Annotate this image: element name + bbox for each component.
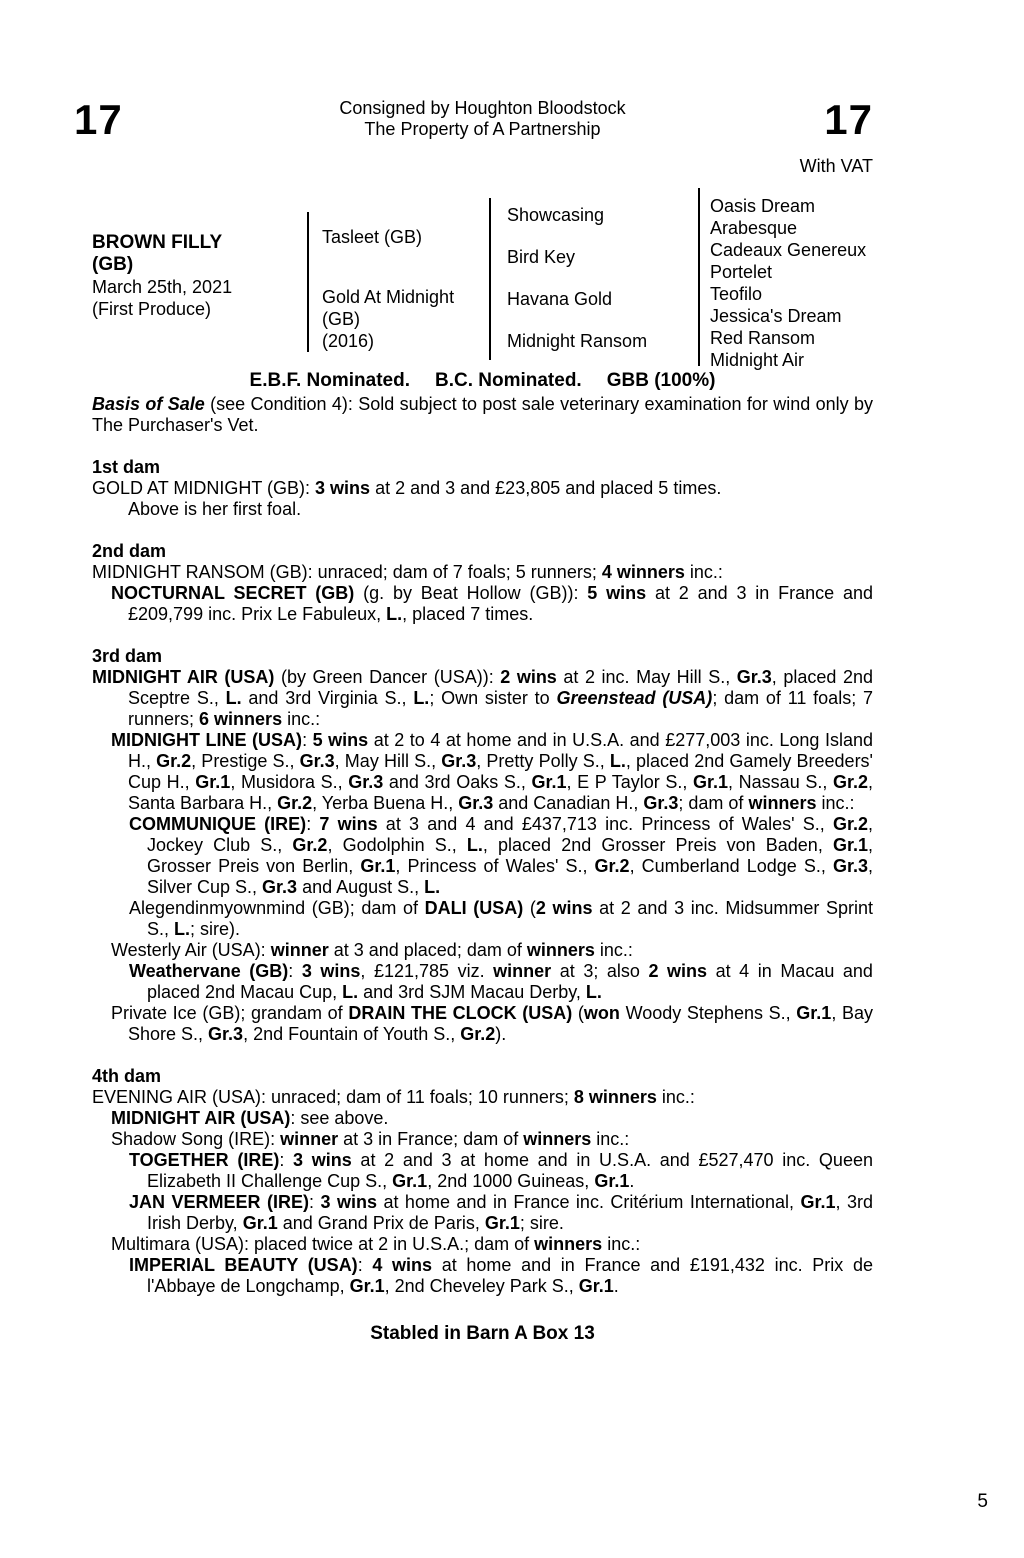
produce-record bbox=[92, 1003, 873, 1045]
produce-record-segment: Gr.3 bbox=[458, 793, 494, 813]
catalogue-body bbox=[92, 370, 873, 1344]
produce-record-segment: MIDNIGHT RANSOM (GB): unraced; dam of 7 foals; 5 runners; bbox=[92, 562, 602, 582]
nominations-line bbox=[92, 370, 873, 392]
produce-record bbox=[92, 478, 873, 499]
produce-record-segment: ; dam of bbox=[678, 793, 749, 813]
produce-record-segment: Gr.1 bbox=[594, 1171, 630, 1191]
produce-record-segment: , 3rd Irish Derby, bbox=[147, 1192, 873, 1233]
produce-record-segment: L. bbox=[609, 751, 626, 771]
produce-record-segment: 3 wins bbox=[293, 1150, 352, 1170]
nomination-item: B.C. Nominated. bbox=[434, 370, 582, 391]
produce-record-segment: , Princess of Wales' S., bbox=[395, 856, 595, 876]
produce-record bbox=[92, 961, 873, 1003]
nomination-item: E.B.F. Nominated. bbox=[249, 370, 410, 391]
produce-record-segment: , Bay Shore S., bbox=[128, 1003, 873, 1044]
produce-record-segment: MIDNIGHT LINE (USA) bbox=[111, 730, 303, 750]
produce-record-segment: at 2 to 4 at home and in U.S.A. and £277,003 inc. Long Island H., bbox=[128, 730, 873, 771]
produce-record-segment: inc.: bbox=[602, 1234, 641, 1254]
produce-record-segment: L. bbox=[424, 877, 441, 897]
pedigree-gen3-entry: Red Ransom bbox=[710, 328, 816, 348]
produce-record-segment: ; sire. bbox=[519, 1213, 564, 1233]
stabling-note: Stabled in Barn A Box 13 bbox=[370, 1323, 595, 1344]
produce-record-segment: winners bbox=[523, 1129, 592, 1149]
produce-record-sections bbox=[92, 457, 873, 1297]
produce-record-segment: 4 wins bbox=[372, 1255, 433, 1275]
produce-record-segment: . bbox=[613, 1276, 619, 1296]
produce-record-segment: Gr.3 bbox=[736, 667, 772, 687]
pedigree-gen3-entry: Portelet bbox=[710, 262, 773, 282]
produce-record-segment: : bbox=[308, 1192, 321, 1212]
produce-record-segment: Shadow Song (IRE): bbox=[111, 1129, 281, 1149]
produce-record-segment: ( bbox=[523, 898, 536, 918]
produce-record bbox=[92, 898, 873, 940]
produce-record-segment: Gr.1 bbox=[349, 1276, 385, 1296]
produce-record-segment: won bbox=[583, 1003, 620, 1023]
produce-record-segment: : bbox=[306, 814, 320, 834]
produce-record-segment: , 2nd 1000 Guineas, bbox=[427, 1171, 595, 1191]
produce-record-segment: , E P Taylor S., bbox=[566, 772, 694, 792]
page-number: 5 bbox=[977, 1491, 988, 1512]
pedigree-dam-line: (GB) bbox=[322, 309, 360, 329]
produce-record-segment: 7 wins bbox=[319, 814, 378, 834]
pedigree-gen2-entry: Bird Key bbox=[507, 247, 576, 267]
produce-record-segment: Gr.3 bbox=[832, 856, 868, 876]
produce-record-segment: , placed 7 times. bbox=[402, 604, 534, 624]
produce-record bbox=[92, 1150, 873, 1192]
produce-record-segment: , £121,785 viz. bbox=[360, 961, 494, 981]
produce-record-segment: L. bbox=[225, 688, 242, 708]
produce-record-segment: at 2 and 3 inc. Midsummer Sprint S., bbox=[147, 898, 874, 939]
basis-of-sale-label: Basis of Sale bbox=[92, 394, 205, 414]
produce-record-segment: MIDNIGHT AIR (USA) bbox=[92, 667, 275, 687]
produce-record-segment: DRAIN THE CLOCK (USA) bbox=[348, 1003, 573, 1023]
pedigree-sire: Tasleet (GB) bbox=[322, 227, 423, 247]
produce-record bbox=[92, 940, 873, 961]
produce-record-segment: winner bbox=[280, 1129, 339, 1149]
produce-record-segment: TOGETHER (IRE) bbox=[129, 1150, 280, 1170]
pedigree-gen3-entry: Jessica's Dream bbox=[710, 306, 842, 326]
produce-record-segment: (g. by Beat Hollow (GB)): bbox=[354, 583, 588, 603]
produce-record-segment: at home and in France inc. Critérium International, bbox=[376, 1192, 801, 1212]
dam-section-heading: 4th dam bbox=[92, 1066, 162, 1086]
consignor-line: Consigned by Houghton Bloodstock bbox=[339, 98, 626, 118]
produce-record-segment: Woody Stephens S., bbox=[619, 1003, 797, 1023]
produce-record-segment: , placed 2nd Grosser Preis von Baden, bbox=[482, 835, 833, 855]
produce-record-segment: , Pretty Polly S., bbox=[476, 751, 610, 771]
pedigree-gen2-entry: Havana Gold bbox=[507, 289, 613, 309]
produce-record-segment: IMPERIAL BEAUTY (USA) bbox=[129, 1255, 358, 1275]
produce-record-segment: 3 wins bbox=[320, 1192, 377, 1212]
produce-record-segment: , May Hill S., bbox=[334, 751, 442, 771]
basis-of-sale-text: (see Condition 4): Sold subject to post sale veterinary examination for wind only by The Purchaser's Vet. bbox=[92, 394, 873, 435]
horse-country-suffix: (GB) bbox=[92, 254, 134, 275]
produce-record-segment: ; Own sister to bbox=[429, 688, 557, 708]
produce-record-segment: Gr.2 bbox=[292, 835, 328, 855]
produce-record bbox=[92, 1129, 873, 1150]
produce-record-segment: Multimara (USA): placed twice at 2 in U.S.A.; dam of bbox=[111, 1234, 535, 1254]
produce-record-segment: Gr.2 bbox=[156, 751, 192, 771]
basis-of-sale bbox=[92, 394, 873, 436]
pedigree-dam-line: (2016) bbox=[322, 331, 375, 351]
produce-record-segment: Gr.1 bbox=[242, 1213, 278, 1233]
produce-record-segment: Gr.2 bbox=[594, 856, 630, 876]
produce-record-segment: winners bbox=[534, 1234, 603, 1254]
produce-record-segment: ( bbox=[572, 1003, 584, 1023]
produce-record-segment: , Nassau S., bbox=[728, 772, 833, 792]
produce-record-segment: : see above. bbox=[290, 1108, 389, 1128]
pedigree-gen3-entry: Arabesque bbox=[710, 218, 798, 238]
pedigree-dam-line: Gold At Midnight bbox=[322, 287, 455, 307]
produce-record-segment: . bbox=[629, 1171, 635, 1191]
produce-record-segment: , 2nd Cheveley Park S., bbox=[384, 1276, 579, 1296]
produce-record-segment: Private Ice (GB); grandam of bbox=[111, 1003, 349, 1023]
produce-record-segment: at 2 and 3 in France and £209,799 inc. Prix Le Fabuleux, bbox=[128, 583, 873, 624]
produce-record-segment: , Silver Cup S., bbox=[147, 856, 873, 897]
produce-record-segment: Gr.2 bbox=[832, 814, 868, 834]
pedigree-gen3-entry: Oasis Dream bbox=[710, 196, 816, 216]
produce-record-segment: L. bbox=[174, 919, 191, 939]
produce-record-segment: Gr.2 bbox=[277, 793, 313, 813]
produce-record-segment: inc.: bbox=[684, 562, 723, 582]
produce-record bbox=[92, 562, 873, 583]
pedigree-gen3-entry: Midnight Air bbox=[710, 350, 805, 370]
produce-record-segment: , Yerba Buena H., bbox=[312, 793, 459, 813]
produce-record bbox=[92, 499, 873, 520]
produce-record-segment: Weathervane (GB) bbox=[129, 961, 289, 981]
dam-section-heading: 3rd dam bbox=[92, 646, 163, 666]
produce-record-segment: ; dam of 11 foals; 7 runners; bbox=[128, 688, 873, 729]
lot-number-right: 17 bbox=[824, 96, 873, 143]
produce-record-segment: 2 wins bbox=[535, 898, 593, 918]
produce-record-segment: : bbox=[357, 1255, 373, 1275]
produce-record-segment: at 2 inc. May Hill S., bbox=[556, 667, 737, 687]
produce-record-segment: , Prestige S., bbox=[191, 751, 300, 771]
produce-record-segment: GOLD AT MIDNIGHT (GB): bbox=[92, 478, 316, 498]
pedigree-gen3-entry: Cadeaux Genereux bbox=[710, 240, 867, 260]
produce-record-segment: Gr.1 bbox=[484, 1213, 520, 1233]
produce-record-segment: MIDNIGHT AIR (USA) bbox=[111, 1108, 291, 1128]
produce-record-segment: and Canadian H., bbox=[493, 793, 644, 813]
pedigree-rule-3 bbox=[698, 188, 700, 366]
produce-record-segment: Above is her first foal. bbox=[128, 499, 302, 519]
produce-record-segment: Gr.1 bbox=[693, 772, 729, 792]
produce-record-segment: ). bbox=[495, 1024, 507, 1044]
pedigree-gen2-entry: Midnight Ransom bbox=[507, 331, 648, 351]
produce-record-segment: Westerly Air (USA): bbox=[111, 940, 271, 960]
produce-record-segment: 2 wins bbox=[500, 667, 557, 687]
produce-record-segment: 6 winners bbox=[199, 709, 283, 729]
produce-record-segment: Gr.3 bbox=[262, 877, 298, 897]
produce-record-segment: at 4 in Macau and placed 2nd Macau Cup, bbox=[147, 961, 873, 1002]
produce-record-segment: 8 winners bbox=[573, 1087, 657, 1107]
produce-record-segment: Gr.1 bbox=[796, 1003, 832, 1023]
produce-record-segment: , Musidora S., bbox=[230, 772, 349, 792]
property-line: The Property of A Partnership bbox=[364, 119, 601, 139]
produce-record-segment: at 2 and 3 and £23,805 and placed 5 times. bbox=[370, 478, 722, 498]
produce-record-segment: at home and in France and £191,432 inc. Prix de l'Abbaye de Longchamp, bbox=[147, 1255, 873, 1296]
produce-record-segment: winner bbox=[493, 961, 552, 981]
produce-record-segment: L. bbox=[342, 982, 359, 1002]
produce-record-segment: 5 wins bbox=[312, 730, 369, 750]
produce-record-segment: COMMUNIQUE (IRE) bbox=[129, 814, 307, 834]
produce-record-segment: 3 wins bbox=[315, 478, 371, 498]
produce-record-segment: , Grosser Preis von Berlin, bbox=[147, 835, 873, 876]
produce-record-segment: L. bbox=[413, 688, 430, 708]
horse-name: BROWN FILLY bbox=[92, 232, 223, 253]
produce-record bbox=[92, 667, 873, 730]
lot-number-left: 17 bbox=[74, 96, 123, 143]
pedigree-generation-3 bbox=[710, 195, 880, 371]
produce-record-segment: and August S., bbox=[297, 877, 425, 897]
produce-record-segment: , placed 2nd Gamely Breeders' Cup H., bbox=[128, 751, 873, 792]
produce-record-segment: L. bbox=[585, 982, 602, 1002]
produce-record-segment: EVENING AIR (USA): unraced; dam of 11 foals; 10 runners; bbox=[92, 1087, 574, 1107]
produce-record-segment: : bbox=[288, 961, 302, 981]
produce-record-segment: inc.: bbox=[656, 1087, 695, 1107]
produce-record-segment: and 3rd SJM Macau Derby, bbox=[358, 982, 586, 1002]
produce-record bbox=[92, 1108, 873, 1129]
produce-record-segment: and Grand Prix de Paris, bbox=[277, 1213, 485, 1233]
produce-record-segment: at 3 in France; dam of bbox=[338, 1129, 524, 1149]
pedigree-gen3-entry: Teofilo bbox=[710, 284, 763, 304]
produce-record-segment: 4 winners bbox=[601, 562, 685, 582]
produce-record-segment: 5 wins bbox=[587, 583, 647, 603]
produce-record-segment: inc.: bbox=[591, 1129, 630, 1149]
produce-record bbox=[92, 1192, 873, 1234]
produce-record-segment: Gr.1 bbox=[800, 1192, 836, 1212]
produce-record-segment: Gr.3 bbox=[441, 751, 477, 771]
produce-record-segment: Gr.1 bbox=[531, 772, 567, 792]
produce-record-segment: and 3rd Virginia S., bbox=[241, 688, 414, 708]
produce-record-segment: winners bbox=[748, 793, 817, 813]
produce-record-segment: Gr.3 bbox=[208, 1024, 244, 1044]
vat-note: With VAT bbox=[799, 156, 873, 176]
produce-record-segment: Gr.2 bbox=[832, 772, 868, 792]
produce-record-segment: at 3; also bbox=[551, 961, 649, 981]
consignor-block bbox=[92, 96, 873, 143]
produce-record-segment: Gr.1 bbox=[195, 772, 231, 792]
pedigree-table bbox=[92, 188, 873, 370]
produce-record-segment: L. bbox=[386, 604, 403, 624]
produce-record-segment: Greenstead (USA) bbox=[556, 688, 713, 708]
produce-record-segment: Gr.1 bbox=[832, 835, 868, 855]
produce-record-segment: Gr.1 bbox=[392, 1171, 428, 1191]
pedigree-gen2-entry: Showcasing bbox=[507, 205, 605, 225]
horse-foaling-date: March 25th, 2021 bbox=[92, 277, 233, 297]
produce-record-segment: inc.: bbox=[282, 709, 321, 729]
produce-record-segment: Gr.3 bbox=[348, 772, 384, 792]
produce-record-segment: , Cumberland Lodge S., bbox=[629, 856, 833, 876]
produce-record-segment: inc.: bbox=[816, 793, 855, 813]
produce-record-segment: Gr.3 bbox=[299, 751, 335, 771]
produce-record-segment: ; sire). bbox=[190, 919, 241, 939]
produce-record-segment: JAN VERMEER (IRE) bbox=[129, 1192, 309, 1212]
produce-record-segment: , Godolphin S., bbox=[327, 835, 467, 855]
dam-section-heading: 2nd dam bbox=[92, 541, 167, 561]
produce-record-segment: at 3 and placed; dam of bbox=[328, 940, 527, 960]
nomination-item: GBB (100%) bbox=[606, 370, 716, 391]
dam-section-heading: 1st dam bbox=[92, 457, 161, 477]
produce-record-segment: winner bbox=[270, 940, 329, 960]
produce-record-segment: winners bbox=[526, 940, 595, 960]
produce-record-segment: at 3 and 4 and £437,713 inc. Princess of Wales' S., bbox=[377, 814, 833, 834]
produce-record-segment: Gr.1 bbox=[360, 856, 396, 876]
produce-record-segment: Alegendinmyownmind (GB); dam of bbox=[129, 898, 425, 918]
produce-record-segment: inc.: bbox=[594, 940, 633, 960]
produce-record-segment: Gr.1 bbox=[578, 1276, 614, 1296]
produce-record-segment: , 2nd Fountain of Youth S., bbox=[243, 1024, 461, 1044]
horse-produce-note: (First Produce) bbox=[92, 299, 212, 319]
produce-record bbox=[92, 730, 873, 814]
produce-record bbox=[92, 1255, 873, 1297]
produce-record-segment: Gr.3 bbox=[643, 793, 679, 813]
produce-record-segment: , placed 2nd Sceptre S., bbox=[128, 667, 873, 708]
produce-record-segment: , Santa Barbara H., bbox=[128, 772, 874, 813]
produce-record bbox=[92, 1087, 873, 1108]
produce-record-segment: (by Green Dancer (USA)): bbox=[274, 667, 501, 687]
produce-record-segment: : bbox=[279, 1150, 294, 1170]
produce-record-segment: NOCTURNAL SECRET (GB) bbox=[111, 583, 355, 603]
produce-record-segment: : bbox=[302, 730, 313, 750]
produce-record-segment: DALI (USA) bbox=[424, 898, 524, 918]
produce-record-segment: Gr.2 bbox=[460, 1024, 496, 1044]
produce-record bbox=[92, 583, 873, 625]
produce-record-segment: , Jockey Club S., bbox=[147, 814, 873, 855]
produce-record-segment: 3 wins bbox=[301, 961, 361, 981]
produce-record-segment: and 3rd Oaks S., bbox=[383, 772, 532, 792]
produce-record bbox=[92, 1234, 873, 1255]
produce-record-segment: L. bbox=[466, 835, 483, 855]
produce-record-segment: 2 wins bbox=[648, 961, 708, 981]
produce-record-segment: at 2 and 3 at home and in U.S.A. and £527,470 inc. Queen Elizabeth II Challenge Cup S., bbox=[147, 1150, 873, 1191]
produce-record bbox=[92, 814, 873, 898]
